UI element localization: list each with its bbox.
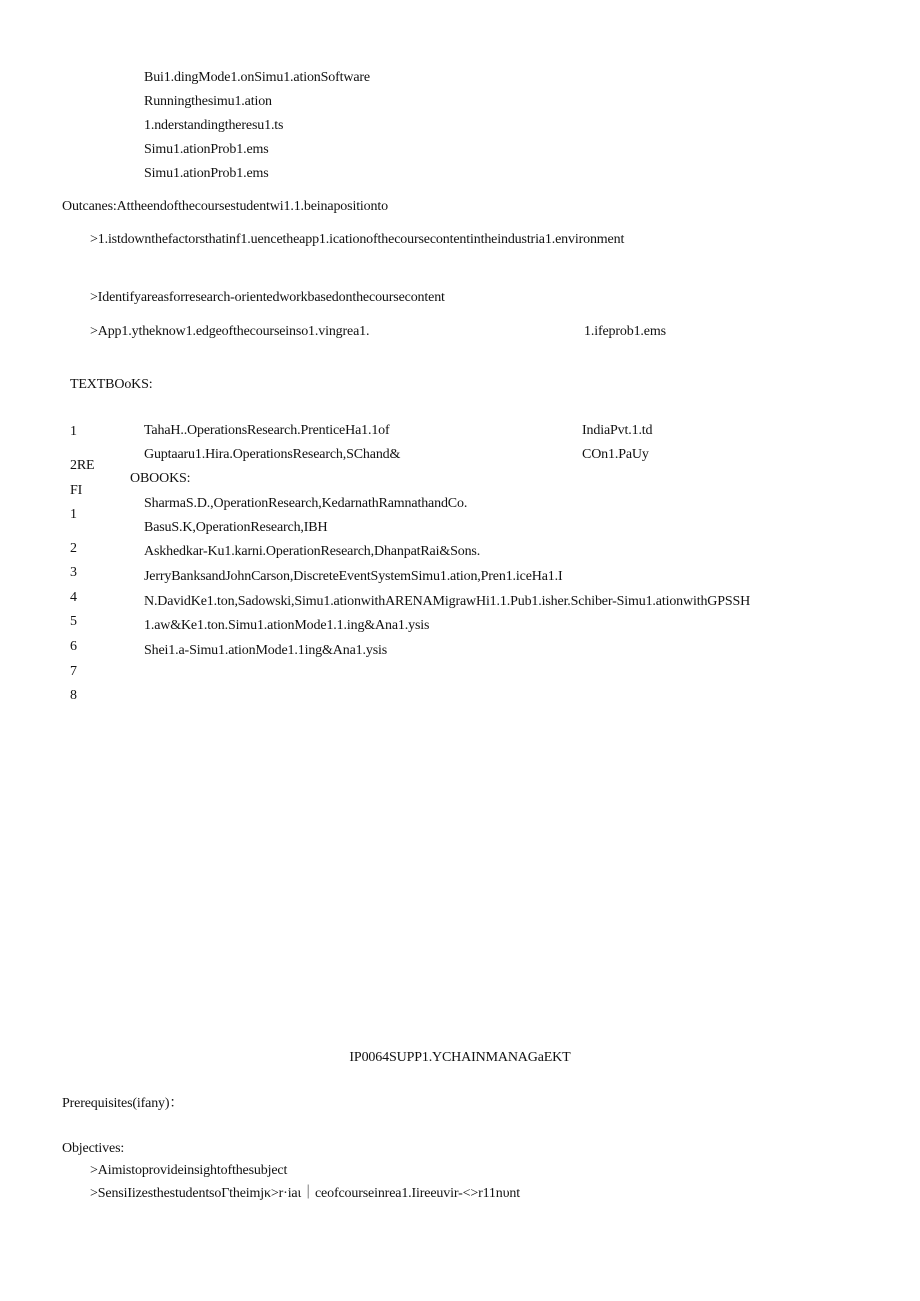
textbook-number: FI [70, 483, 83, 498]
outcomes-heading: Outcanes:Attheendofthecoursestudentwi1.1.beinapositionto [62, 199, 388, 214]
syllabus-item: 1.nderstandingtheresu1.ts [144, 118, 284, 133]
reference-number: 5 [70, 614, 77, 629]
textbook-entry: TahaH..OperationsResearch.PrenticeHa1.1of [144, 423, 390, 438]
course-title: IP0064SUPP1.YCHAINMANAGaEKT [349, 1050, 571, 1065]
syllabus-item: Bui1.dingMode1.onSimu1.ationSoftware [144, 70, 370, 85]
prerequisites-label: Prerequisites(ifany)： [62, 1096, 184, 1111]
reference-number: 4 [70, 590, 77, 605]
reference-number: 1 [70, 507, 77, 522]
reference-entry: Shei1.a-Simu1.ationMode1.1ing&Ana1.ysis [144, 643, 388, 658]
textbook-number: 1 [70, 424, 77, 439]
objectives-heading: Objectives: [62, 1141, 125, 1156]
reference-books-heading: OBOOKS: [130, 471, 191, 486]
reference-number: 7 [70, 664, 77, 679]
outcome-item: >Identifyareasforresearch-orientedworkbasedonthecoursecontent [90, 290, 445, 305]
textbook-entry-tail: COn1.PaUy [582, 447, 649, 462]
textbook-entry: Guptaaru1.Hira.OperationsResearch,SChand& [144, 447, 401, 462]
textbook-number: 2RE [70, 458, 95, 473]
textbooks-heading: TEXTBOoKS: [70, 377, 153, 392]
reference-number: 3 [70, 565, 77, 580]
objective-item: >Aimistoprovideinsightofthesubject [90, 1163, 288, 1178]
reference-number: 2 [70, 541, 77, 556]
outcome-item-tail: 1.ifeprob1.ems [584, 324, 666, 339]
reference-entry: N.DavidKe1.ton,Sadowski,Simu1.ationwithARENAMigrawHi1.1.Pub1.isher.Schiber-Simu1.ationwithGPSSH [144, 594, 751, 609]
reference-entry: BasuS.K,OperationResearch,IBH [144, 520, 328, 535]
syllabus-item: Simu1.ationProb1.ems [144, 166, 269, 181]
objective-item: >SensiIizesthestudentsoΓtheimjκ>r·iaι｜ceofcourseinrea1.Iireeuvir-<>r11nυnt [90, 1186, 521, 1201]
outcome-item: >App1.ytheknow1.edgeofthecourseinso1.vingrea1. [90, 324, 370, 339]
reference-entry: SharmaS.D.,OperationResearch,KedarnathRamnathandCo. [144, 496, 468, 511]
outcome-item: >1.istdownthefactorsthatinf1.uencetheapp1.icationofthecoursecontentintheindustria1.environment [90, 232, 625, 247]
syllabus-item: Runningthesimu1.ation [144, 94, 272, 109]
reference-entry: Askhedkar-Ku1.karni.OperationResearch,DhanpatRai&Sons. [144, 544, 481, 559]
reference-entry: JerryBanksandJohnCarson,DiscreteEventSystemSimu1.ation,Pren1.iceHa1.I [144, 569, 563, 584]
textbook-entry-tail: IndiaPvt.1.td [582, 423, 653, 438]
syllabus-item: Simu1.ationProb1.ems [144, 142, 269, 157]
reference-entry: 1.aw&Ke1.ton.Simu1.ationMode1.1.ing&Ana1.ysis [144, 618, 430, 633]
reference-number: 8 [70, 688, 77, 703]
reference-number: 6 [70, 639, 77, 654]
